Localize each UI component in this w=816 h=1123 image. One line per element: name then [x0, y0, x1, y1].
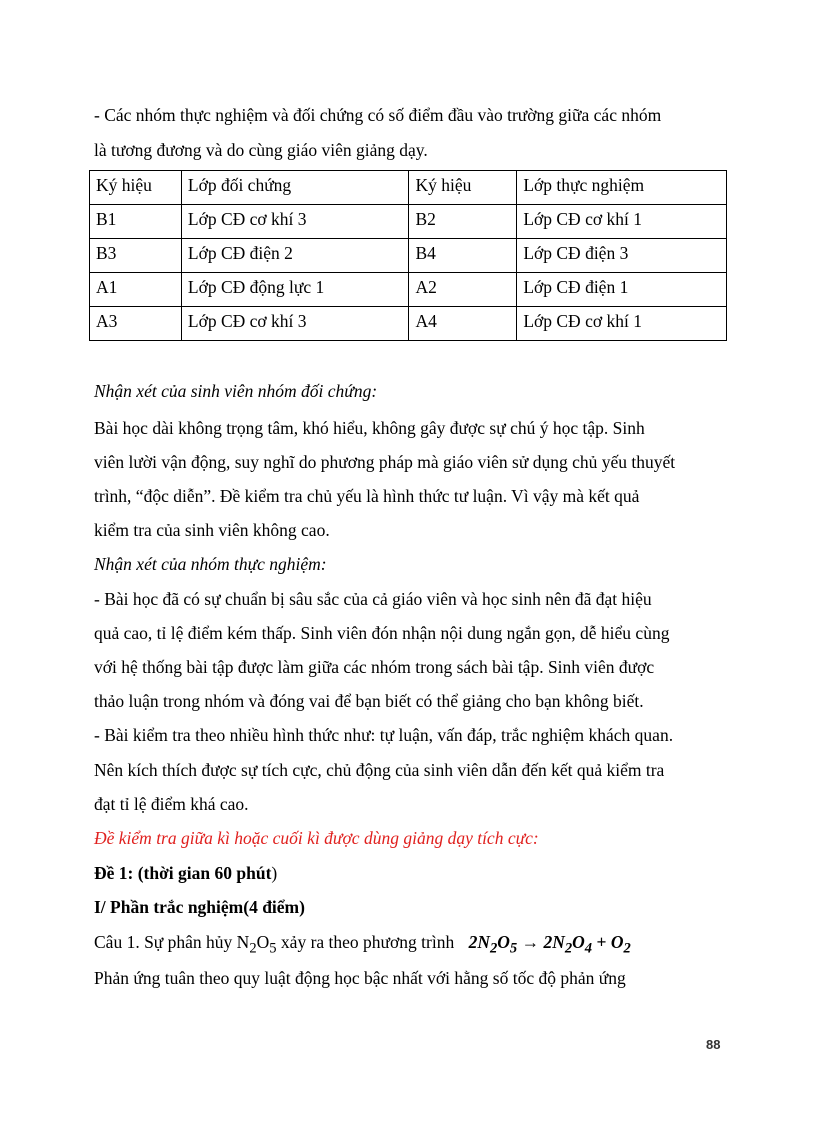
- table-cell: A1: [90, 273, 182, 307]
- eq-sub: 2: [623, 940, 631, 957]
- question-suffix: xảy ra theo phương trình: [276, 932, 455, 952]
- eq-symbol: N: [477, 932, 490, 952]
- table-header-row: [90, 171, 727, 205]
- question-prefix: Câu 1. Sự phân hủy N: [94, 932, 250, 952]
- experiment-review-line: - Bài kiểm tra theo nhiều hình thức như: tự luận, vấn đáp, trắc nghiệm khách quan.: [94, 725, 674, 745]
- table-cell: A4: [409, 307, 517, 341]
- page-number: 88: [706, 1037, 721, 1052]
- table-cell: Lớp CĐ cơ khí 1: [517, 307, 727, 341]
- experiment-review-heading: Nhận xét của nhóm thực nghiệm:: [94, 554, 327, 574]
- eq-symbol: O: [572, 932, 585, 952]
- table-cell: B2: [409, 205, 517, 239]
- table-row: [90, 273, 727, 307]
- eq-sub: 5: [509, 940, 518, 957]
- header-cell: Lớp thực nghiệm: [517, 171, 727, 205]
- reaction-equation: [468, 932, 631, 957]
- header-cell: Ký hiệu: [90, 171, 182, 205]
- table-cell: B3: [90, 239, 182, 273]
- eq-symbol: O: [497, 932, 510, 952]
- table-row: [90, 307, 727, 341]
- control-review-line: viên lười vận động, suy nghĩ do phương pháp mà giáo viên sử dụng chủ yếu thuyết: [94, 452, 676, 472]
- table-cell: Lớp CĐ cơ khí 1: [517, 205, 727, 239]
- eq-sub: 2: [564, 940, 573, 957]
- table-cell: B1: [90, 205, 182, 239]
- subscript: 2: [249, 940, 257, 957]
- table-cell: Lớp CĐ điện 3: [517, 239, 727, 273]
- section-heading: I/ Phần trắc nghiệm(4 điểm): [94, 897, 305, 917]
- question-continuation: Phản ứng tuân theo quy luật động học bậc nhất với hằng số tốc độ phản ứng: [94, 968, 626, 988]
- exam-title-tail: ): [271, 863, 278, 883]
- eq-symbol: O: [610, 932, 624, 952]
- exam-title: [94, 862, 277, 884]
- question-1: [94, 931, 631, 960]
- exam-heading: Đề kiểm tra giữa kì hoặc cuối kì được dùng giảng dạy tích cực:: [94, 828, 539, 848]
- control-review-heading: Nhận xét của sinh viên nhóm đối chứng:: [94, 381, 378, 401]
- eq-coef: 2: [468, 932, 478, 952]
- table-cell: B4: [409, 239, 517, 273]
- experiment-review-line: Nên kích thích được sự tích cực, chủ động của sinh viên dẫn đến kết quả kiểm tra: [94, 760, 665, 780]
- experiment-review-line: - Bài học đã có sự chuẩn bị sâu sắc của cả giáo viên và học sinh nên đã đạt hiệu: [94, 589, 652, 609]
- eq-plus: +: [596, 932, 607, 952]
- table-cell: Lớp CĐ động lực 1: [181, 273, 409, 307]
- control-review-line: Bài học dài không trọng tâm, khó hiểu, không gây được sự chú ý học tập. Sinh: [94, 418, 645, 438]
- eq-symbol: N: [552, 932, 565, 952]
- control-review-line: kiểm tra của sinh viên không cao.: [94, 520, 330, 540]
- table-cell: A3: [90, 307, 182, 341]
- table-cell: A2: [409, 273, 517, 307]
- eq-sub: 2: [489, 940, 498, 957]
- experiment-review-line: thảo luận trong nhóm và đóng vai để bạn biết có thể giảng cho bạn không biết.: [94, 691, 644, 711]
- intro-line-1: - Các nhóm thực nghiệm và đối chứng có số điểm đầu vào trường giữa các nhóm: [94, 105, 662, 125]
- experiment-review-line: quả cao, tỉ lệ điểm kém thấp. Sinh viên đón nhận nội dung ngắn gọn, dễ hiểu cùng: [94, 623, 670, 643]
- eq-coef: 2: [543, 932, 553, 952]
- header-cell: Ký hiệu: [409, 171, 517, 205]
- arrow-icon: →: [521, 932, 540, 952]
- table-cell: Lớp CĐ cơ khí 3: [181, 307, 409, 341]
- eq-sub: 4: [584, 940, 593, 957]
- experiment-review-line: với hệ thống bài tập được làm giữa các nhóm trong sách bài tập. Sinh viên được: [94, 657, 655, 677]
- question-text: O: [256, 932, 270, 952]
- table-row: [90, 239, 727, 273]
- control-review-line: trình, “độc diễn”. Đề kiểm tra chủ yếu là hình thức tư luận. Vì vậy mà kết quả: [94, 486, 640, 506]
- table-cell: Lớp CĐ điện 2: [181, 239, 409, 273]
- intro-line-2: là tương đương và do cùng giáo viên giảng dạy.: [94, 140, 428, 160]
- header-cell: Lớp đối chứng: [181, 171, 409, 205]
- table-row: [90, 205, 727, 239]
- table-cell: Lớp CĐ cơ khí 3: [181, 205, 409, 239]
- experiment-review-line: đạt tỉ lệ điểm khá cao.: [94, 794, 249, 814]
- table-cell: Lớp CĐ điện 1: [517, 273, 727, 307]
- group-table: [89, 170, 727, 341]
- subscript: 5: [269, 940, 277, 957]
- exam-title-bold: Đề 1: (thời gian 60 phút: [94, 863, 272, 883]
